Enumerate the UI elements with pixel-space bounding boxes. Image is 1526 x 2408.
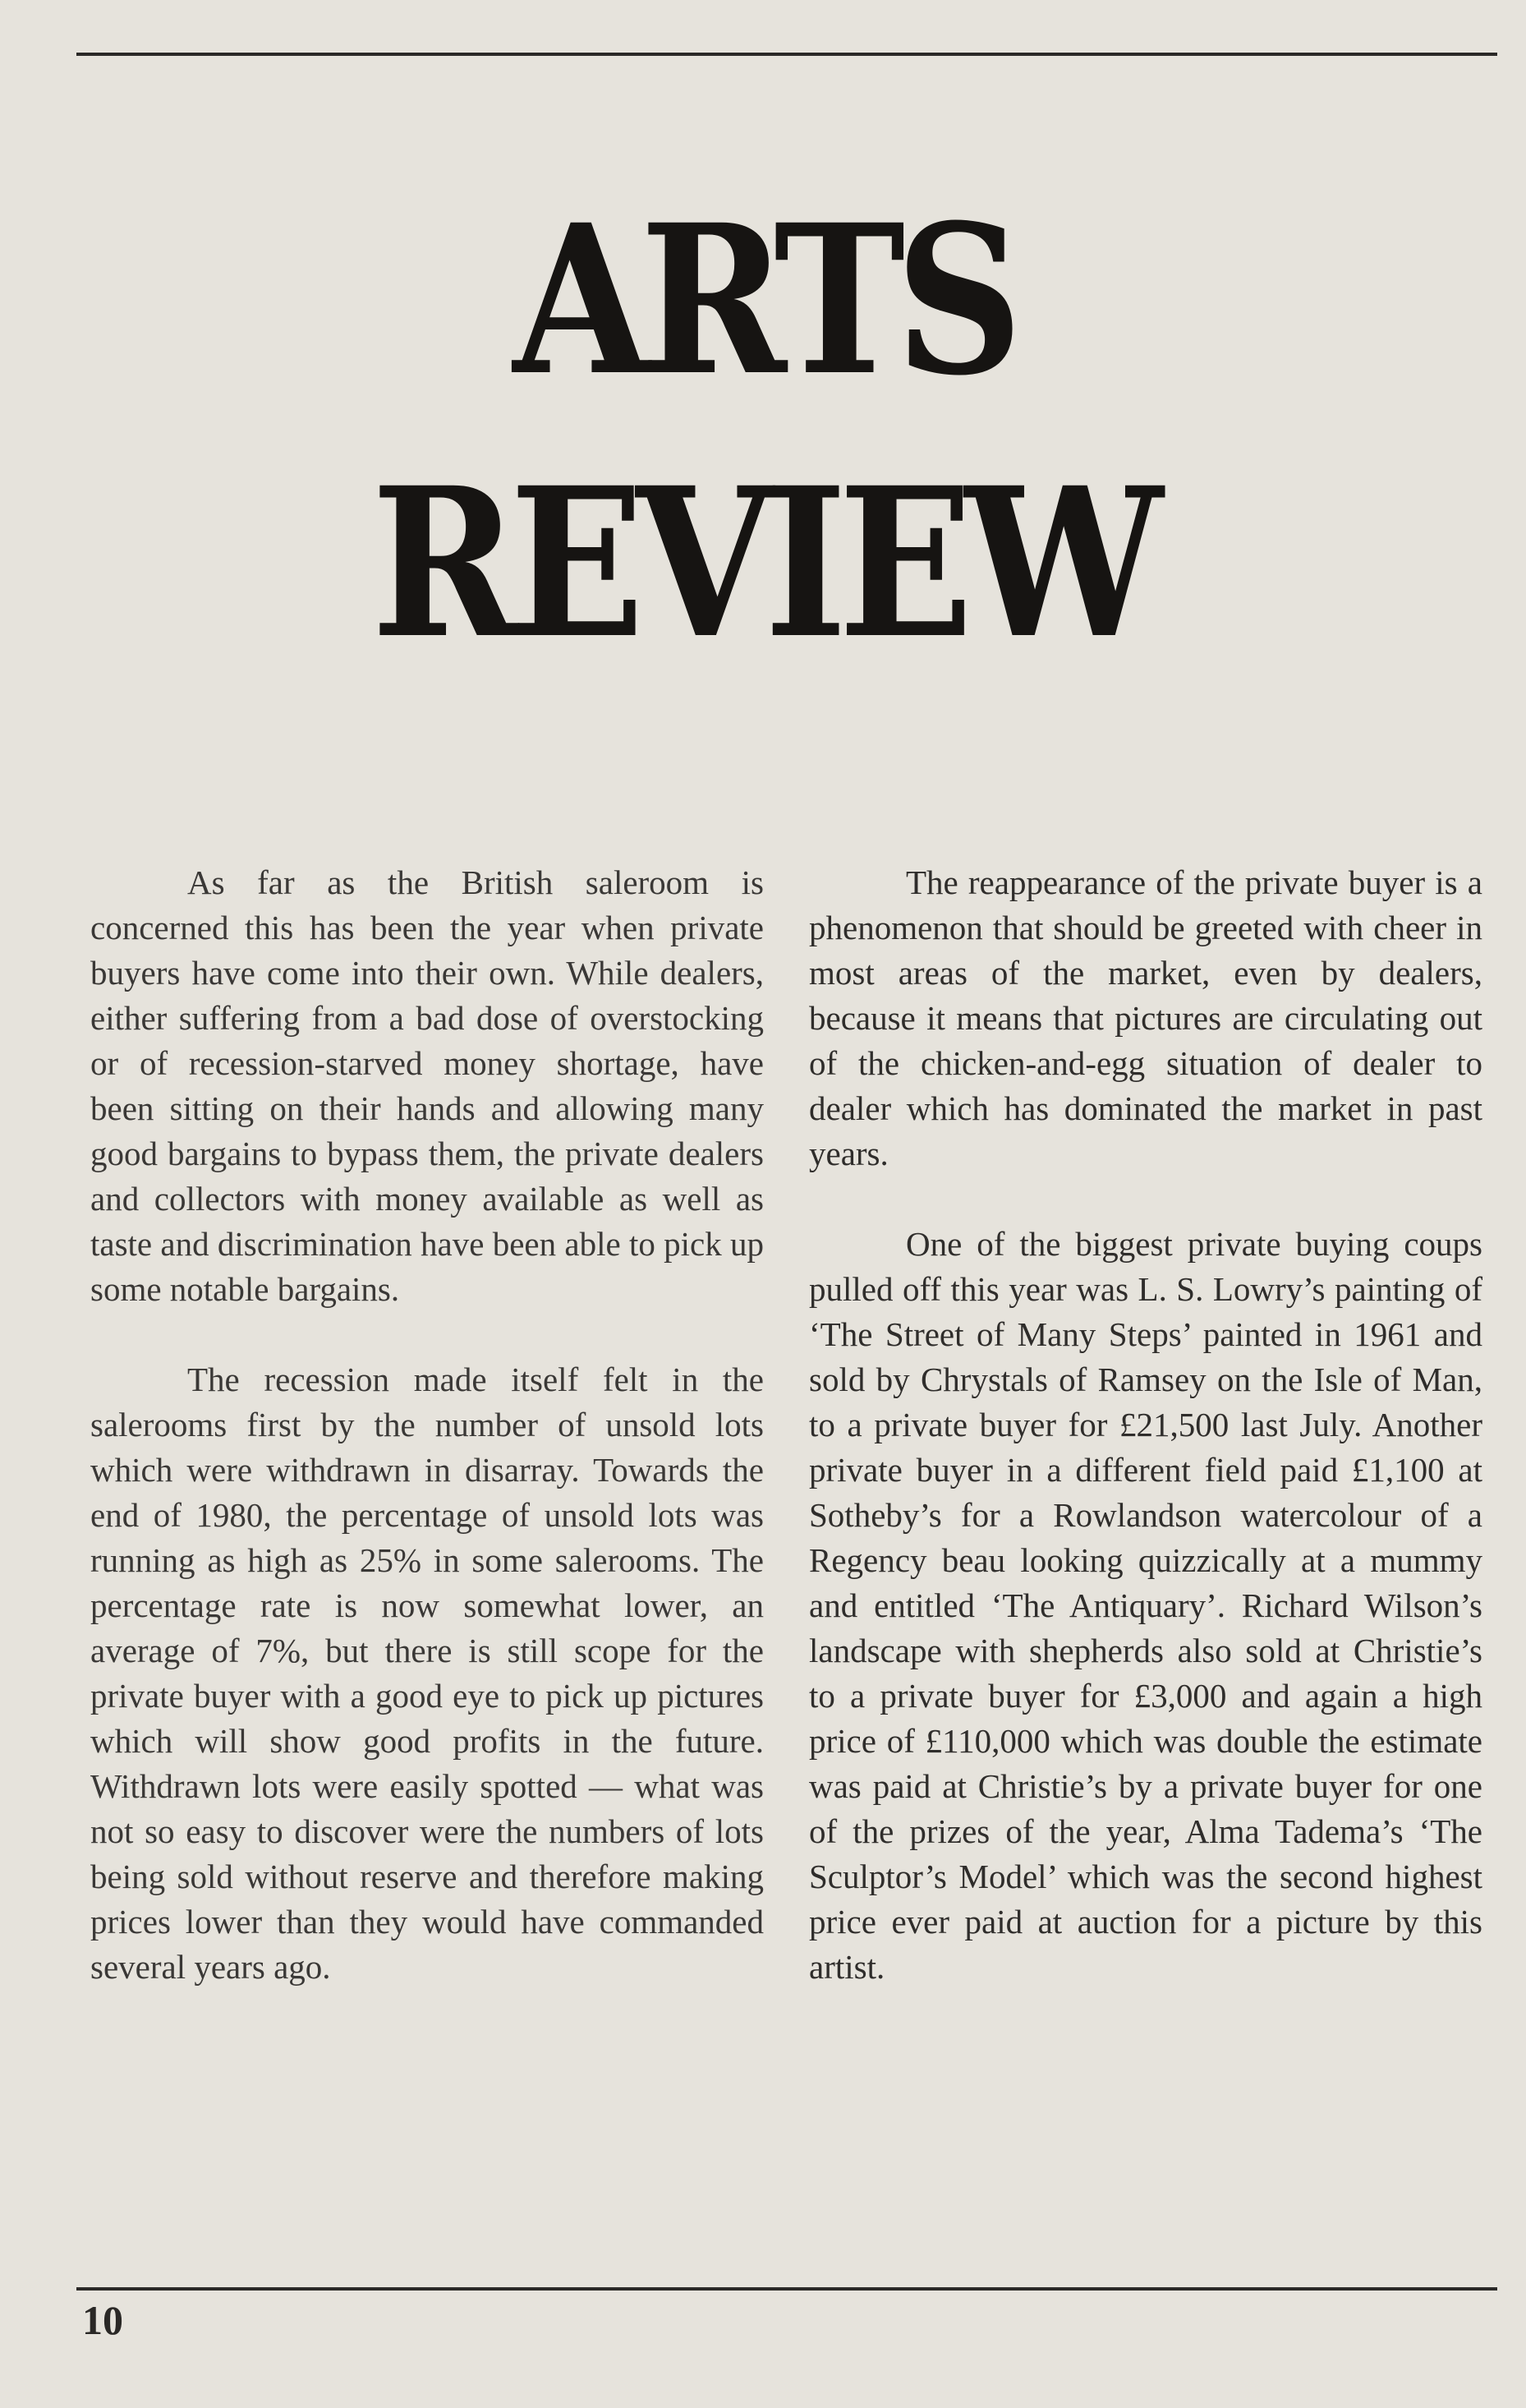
page-number: 10 xyxy=(82,2297,123,2343)
left-column xyxy=(90,860,764,2035)
top-rule xyxy=(76,53,1497,56)
paragraph-right-2: One of the biggest private buying coups pulled off this year was L. S. Lowry’s painting of ‘The Street of Many Steps’ painted in 1961 and sold by Chrystals of Ramsey on the Isle of Man, to a private buyer for £21,500 last July. Another private buyer in a different field paid £1,100 at Sotheby’s for a Rowlandson watercolour of a Regency beau looking quizzically at a mummy and entitled ‘The Antiquary’. Richard Wilson’s landscape with shepherds also sold at Christie’s to a private buyer for £3,000 and again a high price of £110,000 which was double the estimate was paid at Christie’s by a private buyer for one of the prizes of the year, Alma Tadema’s ‘The Sculptor’s Model’ which was the second highest price ever paid at auction for a picture by this artist. xyxy=(809,1225,1482,1986)
right-column xyxy=(809,860,1482,2035)
bottom-rule xyxy=(76,2287,1497,2291)
paragraph-left-2: The recession made itself felt in the salerooms first by the number of unsold lots which were withdrawn in disarray. Towards the end of 1980, the percentage of unsold lots was running as high as 25% in some salerooms. The percentage rate is now somewhat lower, an average of 7%, but there is still scope for the private buyer with a good eye to pick up pictures which will show good profits in the future. Withdrawn lots were easily spotted — what was not so easy to discover were the numbers of lots being sold without reserve and therefore making prices lower than they would have commanded several years ago. xyxy=(90,1361,764,1986)
paragraph-right-1: The reappearance of the private buyer is a phenomenon that should be greeted with cheer in most areas of the market, even by dealers, because it means that pictures are circulating out of the chicken-and-egg situation of dealer to dealer which has dominated the market in past years. xyxy=(809,863,1482,1172)
masthead-line-arts: ARTS xyxy=(512,179,1014,421)
masthead-line-review: REVIEW xyxy=(371,442,1155,684)
paragraph-left-1: As far as the British saleroom is concerned this has been the year when private buyers have come into their own. While dealers, either suffering from a bad dose of overstocking or of recession-starved money shortage, have been sitting on their hands and allowing many good bargains to bypass them, the private dealers and collectors with money available as well as taste and discrimination have been able to pick up some notable bargains. xyxy=(90,863,764,1308)
